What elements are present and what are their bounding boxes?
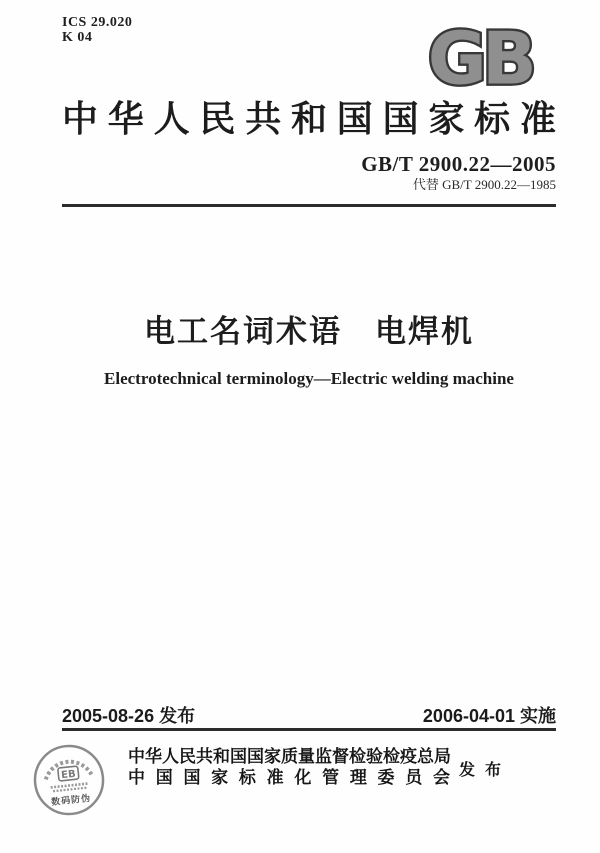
gb-logo-icon <box>408 20 550 98</box>
replaces-note: 代替 GB/T 2900.22—1985 <box>412 177 556 192</box>
classification-code: K 04 <box>62 30 93 45</box>
standard-number: GB/T 2900.22—2005 <box>361 152 556 176</box>
ics-classification-block <box>62 15 132 45</box>
publisher-sac: 中国国家标准化管理委员会 <box>128 768 450 787</box>
gb-logo-text: GB <box>427 20 533 98</box>
national-standard-heading: 中华人民共和国国家标准 <box>62 99 556 139</box>
seal-mark-text: EB <box>60 768 77 782</box>
document-title-chinese: 电工名词术语 电焊机 <box>144 314 474 349</box>
bottom-horizontal-rule <box>62 728 556 731</box>
issue-date: 2005-08-26 发布 <box>62 706 196 726</box>
dates-row <box>62 702 556 728</box>
publish-label: 发布 <box>459 762 512 779</box>
seal-caption: 数码防伪 <box>50 792 92 807</box>
anti-counterfeit-seal <box>27 738 111 822</box>
implementation-date: 2006-04-01 实施 <box>422 706 556 726</box>
ics-code: ICS 29.020 <box>62 15 133 30</box>
publisher-aqsiq: 中华人民共和国国家质量监督检验检疫总局 <box>128 747 451 766</box>
seal-microtext-line2 <box>53 788 87 792</box>
document-title-english: Electrotechnical terminology—Electric welding machine <box>104 369 514 388</box>
standard-number-block <box>361 152 556 193</box>
publisher-block <box>128 746 450 789</box>
seal-microtext-line1 <box>51 783 89 787</box>
top-horizontal-rule <box>62 204 556 207</box>
